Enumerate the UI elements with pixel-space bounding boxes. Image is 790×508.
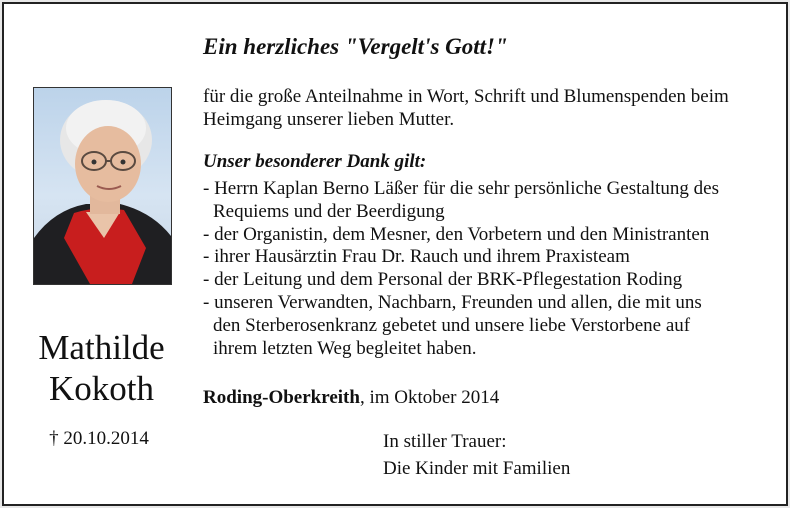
closing-line-1: In stiller Trauer: (383, 431, 507, 452)
place-date: , im Oktober 2014 (359, 387, 500, 408)
portrait-photo (33, 87, 172, 285)
closing-line-2: Die Kinder mit Familien (383, 458, 571, 479)
list-item (203, 269, 773, 292)
list-item-continuation: den Sterberosenkranz gebetet und unsere liebe Verstorbene auf (213, 314, 691, 336)
thanks-heading: Unser besonderer Dank gilt: (203, 151, 427, 172)
list-item-continuation: ihrem letzten Weg begleitet haben. (213, 337, 477, 359)
list-item (203, 246, 773, 269)
deceased-last-name: Kokoth (49, 369, 154, 408)
page-title: Ein herzliches "Vergelt's Gott!" (203, 34, 508, 59)
list-item-line: - Herrn Kaplan Berno Läßer für die sehr persönliche Gestaltung des (203, 178, 719, 199)
list-item-line: - der Leitung und dem Personal der BRK-Pflegestation Roding (203, 269, 683, 291)
list-item-continuation: Requiems und der Beerdigung (213, 200, 445, 222)
list-item-line: - unseren Verwandten, Nachbarn, Freunden und allen, die mit uns (203, 291, 702, 313)
death-date: † 20.10.2014 (49, 428, 149, 449)
list-item (203, 178, 773, 224)
list-item (203, 292, 773, 360)
deceased-first-name: Mathilde (38, 328, 165, 367)
portrait-illustration (34, 88, 171, 284)
closing-signature (383, 428, 570, 482)
list-item-line: - ihrer Hausärztin Frau Dr. Rauch und ihrem Praxisteam (203, 246, 630, 268)
place-town: Roding-Oberkreith (203, 387, 360, 408)
intro-text: für die große Anteilnahme in Wort, Schrift und Blumenspenden beim Heimgang unserer lieben Mutter. (203, 86, 729, 130)
thanks-list (203, 178, 773, 360)
list-item (203, 224, 773, 247)
place-date-line (203, 387, 499, 409)
obituary-card (2, 2, 788, 506)
list-item-line: - der Organistin, dem Mesner, den Vorbetern und den Ministranten (203, 223, 710, 245)
